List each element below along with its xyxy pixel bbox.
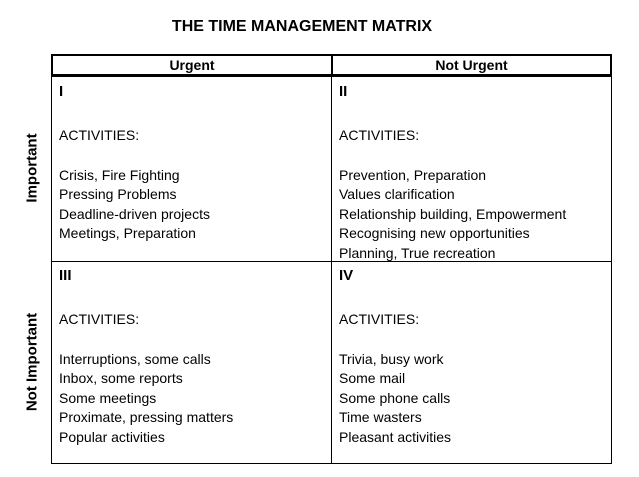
quadrant-heading: ACTIVITIES: (59, 311, 140, 327)
quadrant-heading: ACTIVITIES: (59, 127, 140, 143)
quadrant-1 (59, 80, 210, 244)
quadrant-number: III (59, 267, 72, 284)
activity-item: Planning, True recreation (339, 244, 496, 261)
quadrant-number: II (339, 83, 348, 100)
activity-item: Inbox, some reports (59, 370, 183, 387)
column-header-not-urgent: Not Urgent (331, 54, 612, 76)
activity-item: Some phone calls (339, 389, 451, 406)
quadrant-heading: ACTIVITIES: (339, 127, 420, 143)
activity-item: Crisis, Fire Fighting (59, 166, 180, 183)
activity-item: Time wasters (339, 409, 422, 426)
matrix-title: THE TIME MANAGEMENT MATRIX (171, 18, 433, 35)
quadrant-3 (59, 264, 233, 448)
activity-item: Some mail (339, 370, 406, 387)
quadrant-number: I (59, 83, 64, 100)
activity-item: Relationship building, Empowerment (339, 205, 567, 222)
activity-item: Prevention, Preparation (339, 166, 487, 183)
activity-item: Recognising new opportunities (339, 225, 530, 242)
column-header-urgent: Urgent (51, 54, 333, 76)
quadrant-heading: ACTIVITIES: (339, 311, 420, 327)
activity-item: Popular activities (59, 428, 165, 445)
quadrant-number: IV (339, 267, 354, 284)
activity-item: Meetings, Preparation (59, 225, 196, 242)
activity-item: Deadline-driven projects (59, 205, 210, 222)
quadrant-4 (339, 264, 451, 448)
quadrant-2 (339, 80, 566, 264)
activity-item: Interruptions, some calls (59, 350, 211, 367)
activity-item: Proximate, pressing matters (59, 409, 234, 426)
activity-item: Trivia, busy work (339, 350, 444, 367)
matrix-vertical-divider (331, 76, 332, 464)
activity-item: Values clarification (339, 186, 455, 203)
activity-item: Pleasant activities (339, 428, 452, 445)
row-label-important: Important (23, 133, 41, 203)
activity-item: Some meetings (59, 389, 157, 406)
row-label-not-important: Not Important (23, 312, 41, 412)
activity-item: Pressing Problems (59, 186, 177, 203)
